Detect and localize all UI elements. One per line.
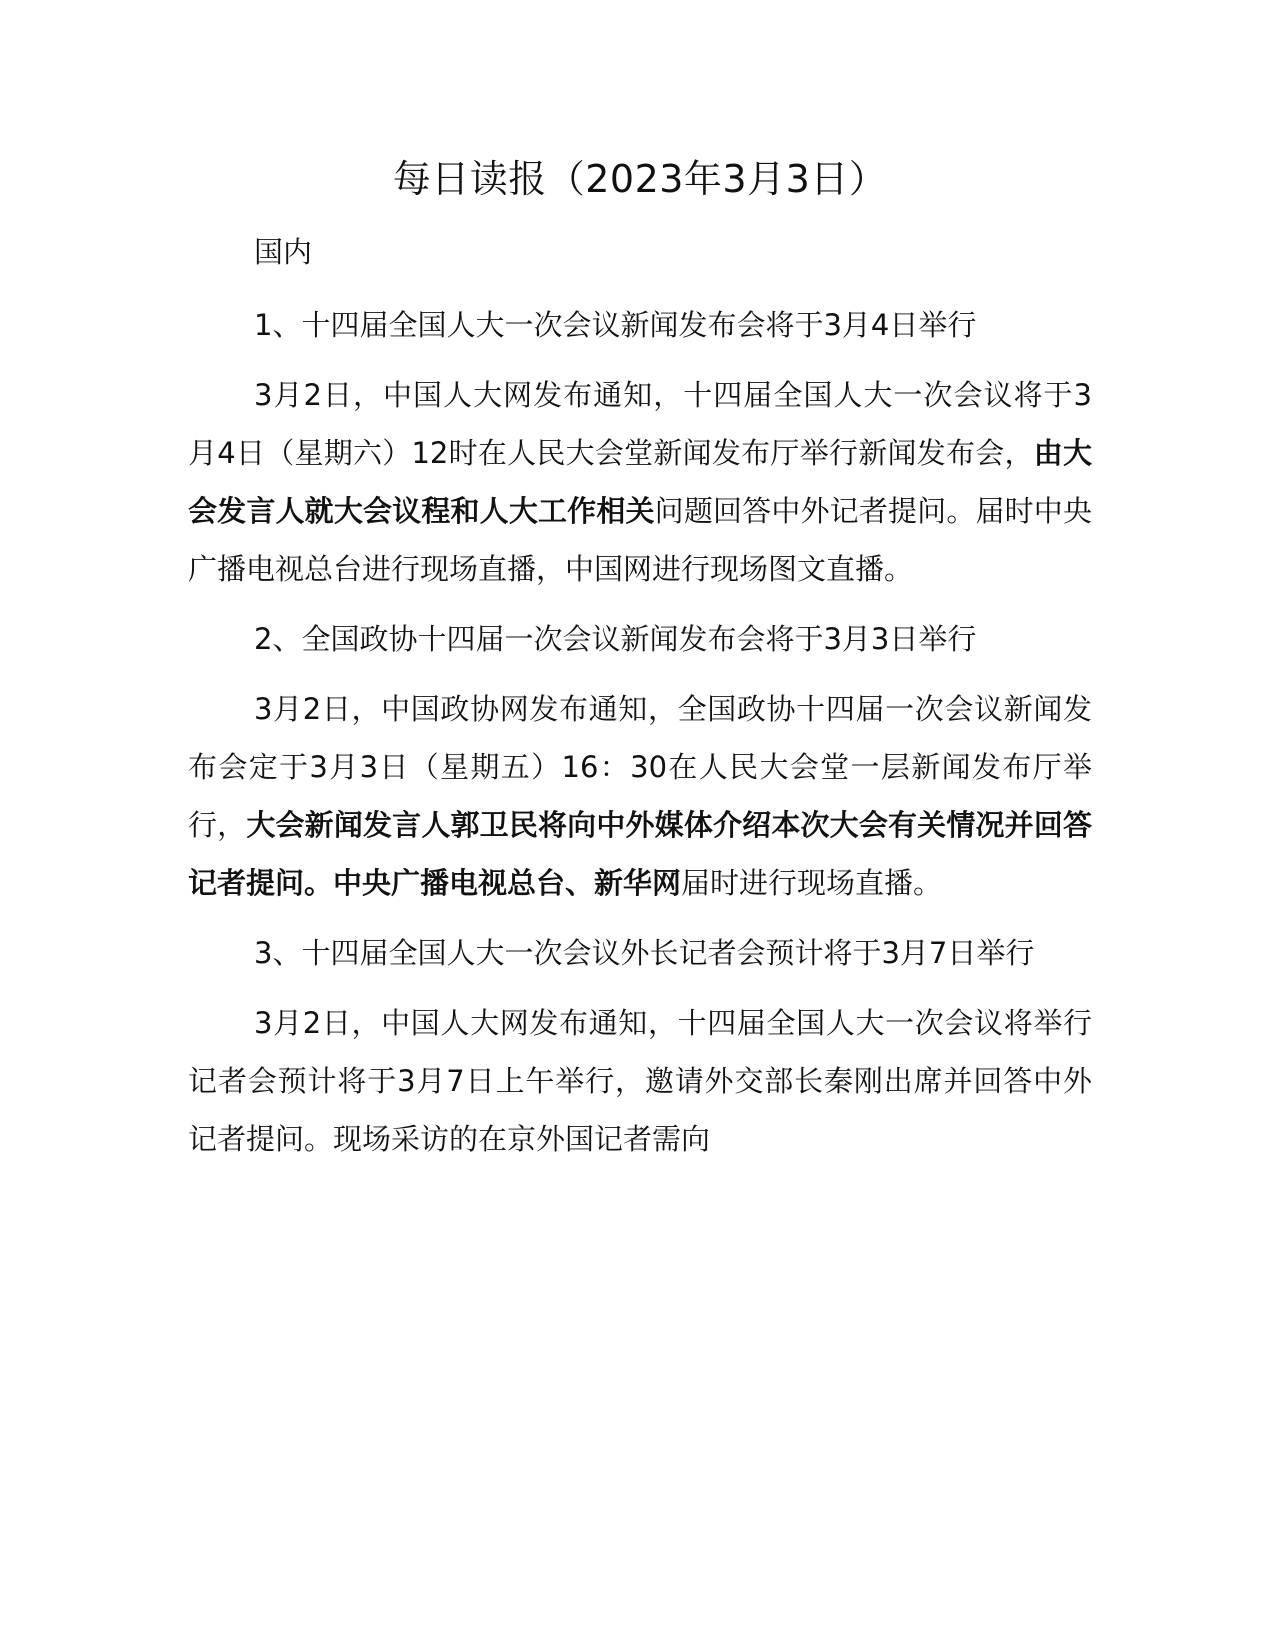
news-item-2-body-text: 3月2日，中国政协网发布通知，全国政协十四届一次会议新闻发布会定于3月3日（星期五）16：30在人民大会堂一层新闻发布厅举行， (188, 692, 1092, 842)
news-item-3-heading: 3、十四届全国人大一次会议外长记者会预计将于3月7日举行 (254, 936, 1035, 970)
news-item-2-heading: 2、全国政协十四届一次会议新闻发布会将于3月3日举行 (254, 622, 977, 656)
news-item-1-body-text: 3月2日，中国人大网发布通知，十四届全国人大一次会议将于3月4日（星期六）12时在人民大会堂新闻发布厅举行新闻发布会， (188, 378, 1092, 470)
news-item-1-body (188, 366, 1092, 598)
news-item-2-body-emphasis: 大会新闻发言人郭卫民将向中外媒体介绍本次大会有关情况并回答记者提问。中央广播电视总台、新华网 (188, 808, 1092, 900)
news-item-2-body-text-end: 届时进行现场直播。 (681, 866, 943, 900)
news-item-3-body-text: 3月2日，中国人大网发布通知，十四届全国人大一次会议将举行记者会预计将于3月7日上午举行，邀请外交部长秦刚出席并回答中外记者提问。现场采访的在京外国记者需向 (188, 1006, 1092, 1156)
document-title: 每日读报（2023年3月3日） (392, 157, 888, 201)
news-item-3-body (188, 994, 1092, 1168)
news-item-1-body-text-end: 问题回答中外记者提问。届时中央广播电视总台进行现场直播，中国网进行现场图文直播。 (188, 494, 1092, 586)
news-item-2-body (188, 680, 1092, 912)
section-heading: 国内 (254, 235, 313, 269)
news-item-1-heading: 1、十四届全国人大一次会议新闻发布会将于3月4日举行 (254, 308, 977, 342)
news-item-1-body-emphasis: 由大会发言人就大会议程和人大工作相关 (188, 436, 1092, 528)
document-content (188, 150, 1092, 1180)
